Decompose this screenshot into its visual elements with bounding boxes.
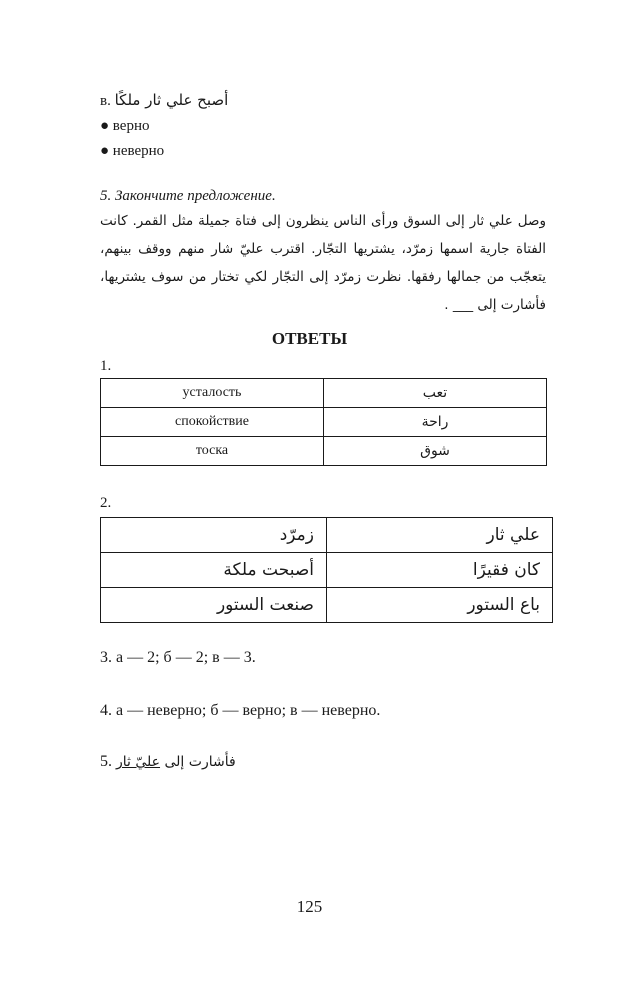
section1-number: 1. — [100, 358, 112, 374]
q3-item-v — [100, 90, 228, 111]
table-row — [101, 553, 553, 588]
answers-title: ОТВЕТЫ — [271, 329, 348, 348]
vocabulary-table — [100, 378, 547, 466]
answer-5-underlined: عليّ ثار — [116, 754, 161, 770]
answer-5-prefix: فأشارت إلى — [164, 754, 236, 770]
q3-item-v-arabic: أصبح علي ثار ملكًا — [114, 91, 229, 109]
table-cell-right: علي ثار — [327, 518, 553, 553]
answer-5-arabic — [116, 754, 236, 770]
q5-line-1: وصل علي ثار إلى السوق ورأى الناس ينظرون إلى فتاة جميلة مثل القمر. كانت — [100, 213, 546, 229]
q3-item-v-marker: в. — [100, 93, 111, 109]
answer-5-number: 5. — [100, 753, 112, 770]
answer-4: 4. а — неверно; б — верно; в — неверно. — [100, 702, 381, 719]
table-cell-ar: شوق — [324, 437, 547, 466]
table-row — [101, 588, 553, 623]
option-true: ● верно — [100, 118, 150, 134]
table-cell-ar: تعب — [324, 379, 547, 408]
q5-line-3: يتعجّب من جمالها رفقها. نظرت زمرّد إلى التجّار لكي تختار من سوف يشتريها، — [100, 269, 546, 285]
answer-5 — [100, 752, 236, 772]
section2-number: 2. — [100, 495, 112, 511]
table-cell-ru: усталость — [101, 379, 324, 408]
table-cell-left: صنعت الستور — [101, 588, 327, 623]
matching-table — [100, 517, 553, 623]
answer-3: 3. а — 2; б — 2; в — 3. — [100, 649, 256, 666]
table-cell-left: زمرّد — [101, 518, 327, 553]
q5-passage — [100, 207, 546, 319]
option-false: ● неверно — [100, 143, 165, 159]
table-row — [101, 437, 547, 466]
q5-heading: 5. Закончите предложение. — [100, 188, 276, 204]
page-number: 125 — [296, 897, 323, 916]
table-row — [101, 518, 553, 553]
table-row — [101, 408, 547, 437]
table-cell-right: باع الستور — [327, 588, 553, 623]
table-row — [101, 379, 547, 408]
table-cell-right: كان فقيرًا — [327, 553, 553, 588]
table-cell-left: أصبحت ملكة — [101, 553, 327, 588]
table-cell-ru: тоска — [101, 437, 324, 466]
q5-line-2: الفتاة جارية اسمها زمرّد، يشتريها التجّار. اقترب عليّ شار منهم ووقف بينهم، — [100, 241, 546, 257]
q5-line-4: فأشارت إلى ___ . — [444, 297, 546, 313]
table-cell-ar: راحة — [324, 408, 547, 437]
table-cell-ru: спокойствие — [101, 408, 324, 437]
